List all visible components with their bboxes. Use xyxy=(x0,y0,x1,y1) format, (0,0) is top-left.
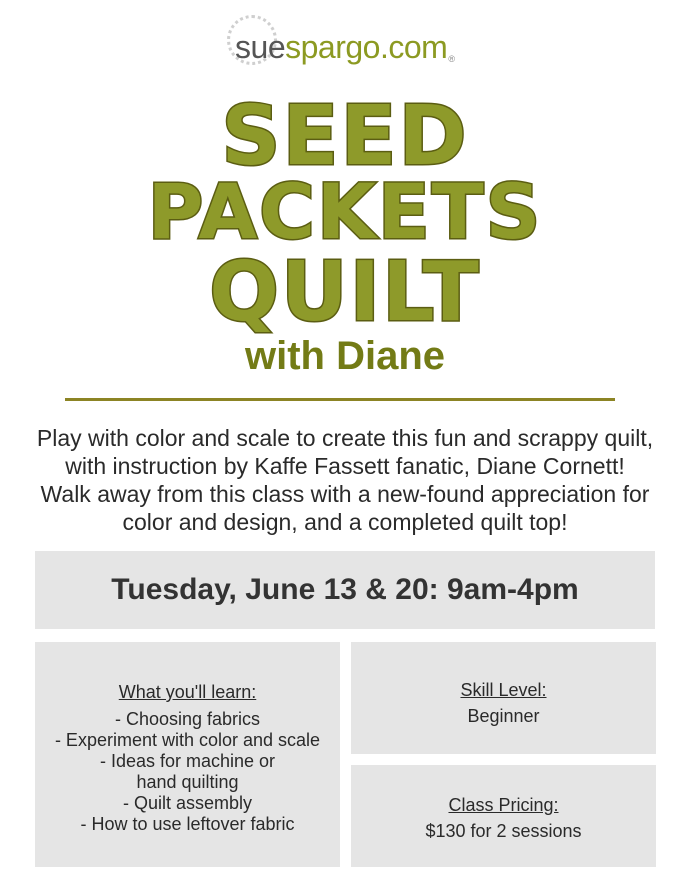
title-line-3: QUILT xyxy=(209,245,481,340)
description-line: color and design, and a completed quilt top! xyxy=(122,509,568,535)
pricing-box xyxy=(351,765,656,867)
learn-item: - Experiment with color and scale xyxy=(54,730,321,750)
description-line: Walk away from this class with a new-found appreciation for xyxy=(40,481,650,507)
site-logo xyxy=(0,22,690,72)
pricing-value: $130 for 2 sessions xyxy=(425,821,582,841)
divider-rule xyxy=(65,398,615,401)
schedule-text: Tuesday, June 13 & 20: 9am-4pm xyxy=(111,573,579,606)
class-description xyxy=(20,424,670,536)
learn-item: - Quilt assembly xyxy=(122,793,253,813)
learn-item: - How to use leftover fabric xyxy=(80,814,295,834)
learn-item: hand quilting xyxy=(136,772,239,792)
learn-item: - Choosing fabrics xyxy=(114,709,261,729)
logo-wordmark xyxy=(235,29,455,66)
skill-level-box xyxy=(351,642,656,754)
logo-sue-text: sue xyxy=(235,28,286,65)
learn-heading: What you'll learn: xyxy=(118,682,257,702)
logo-spargo-text: spargo.com xyxy=(285,28,448,65)
registered-mark: ® xyxy=(448,53,455,64)
learn-box xyxy=(35,642,340,867)
pricing-heading: Class Pricing: xyxy=(448,795,559,815)
title-line-1: SEED xyxy=(221,89,469,184)
title-line-2: PACKETS xyxy=(147,167,543,256)
learn-item: - Ideas for machine or xyxy=(99,751,276,771)
skill-level-heading: Skill Level: xyxy=(460,680,547,700)
skill-level-value: Beginner xyxy=(467,706,540,726)
description-line: with instruction by Kaffe Fassett fanatic, Diane Cornett! xyxy=(65,453,625,479)
subtitle: with Diane xyxy=(244,334,446,378)
schedule-box xyxy=(35,551,655,629)
description-line: Play with color and scale to create this fun and scrappy quilt, xyxy=(36,425,654,451)
